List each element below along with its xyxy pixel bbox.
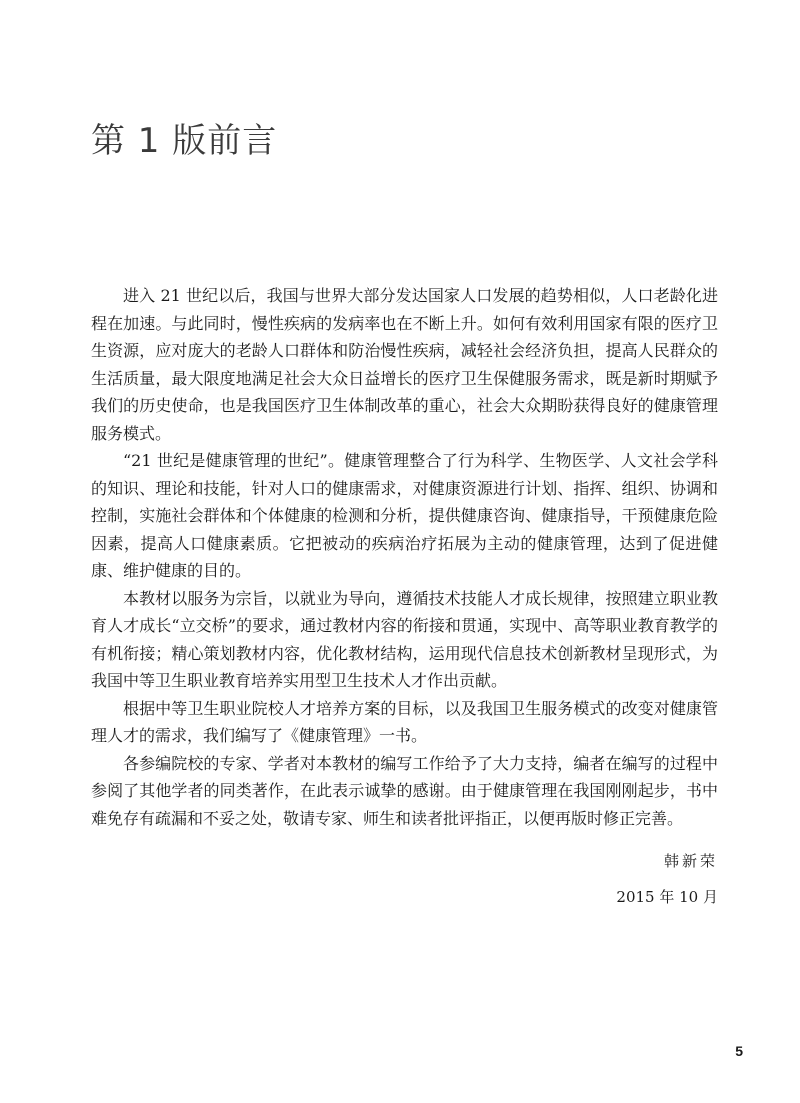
paragraph-4: 根据中等卫生职业院校人才培养方案的目标，以及我国卫生服务模式的改变对健康管理人才的需求，我们编写了《健康管理》一书。	[91, 698, 718, 745]
paragraph-5: 各参编院校的专家、学者对本教材的编写工作给予了大力支持，编者在编写的过程中参阅了其他学者的同类著作，在此表示诚挚的感谢。由于健康管理在我国刚刚起步，书中难免存有疏漏和不妥之处，敬请专家、师生和读者批评指正，以便再版时修正完善。	[91, 753, 718, 828]
page-title: 第 1 版前言	[91, 121, 278, 161]
signature-date: 2015 年 10 月	[616, 888, 718, 906]
page-number: 5	[735, 1043, 743, 1059]
paragraph-2: “21 世纪是健康管理的世纪”。健康管理整合了行为科学、生物医学、人文社会学科的知识、理论和技能，针对人口的健康需求，对健康资源进行计划、指挥、组织、协调和控制，实施社会群体和个体健康的检测和分析，提供健康咨询、健康指导，干预健康危险因素，提高人口健康素质。它把被动的疾病治疗拓展为主动的健康管理，达到了促进健康、维护健康的目的。	[91, 451, 718, 580]
paragraph-1: 进入 21 世纪以后，我国与世界大部分发达国家人口发展的趋势相似，人口老龄化进程在加速。与此同时，慢性疾病的发病率也在不断上升。如何有效利用国家有限的医疗卫生资源，应对庞大的老龄人口群体和防治慢性疾病，减轻社会经济负担，提高人民群众的生活质量，最大限度地满足社会大众日益增长的医疗卫生保健服务需求，既是新时期赋予我们的历史使命，也是我国医疗卫生体制改革的重心，社会大众期盼获得良好的健康管理服务模式。	[91, 286, 718, 443]
paragraph-3: 本教材以服务为宗旨，以就业为导向，遵循技术技能人才成长规律，按照建立职业教育人才成长“立交桥”的要求，通过教材内容的衔接和贯通，实现中、高等职业教育教学的有机衔接；精心策划教材内容，优化教材结构，运用现代信息技术创新教材呈现形式，为我国中等卫生职业教育培养实用型卫生技术人才作出贡献。	[91, 588, 718, 690]
author-signature: 韩新荣	[663, 852, 718, 870]
preface-body	[91, 282, 718, 832]
